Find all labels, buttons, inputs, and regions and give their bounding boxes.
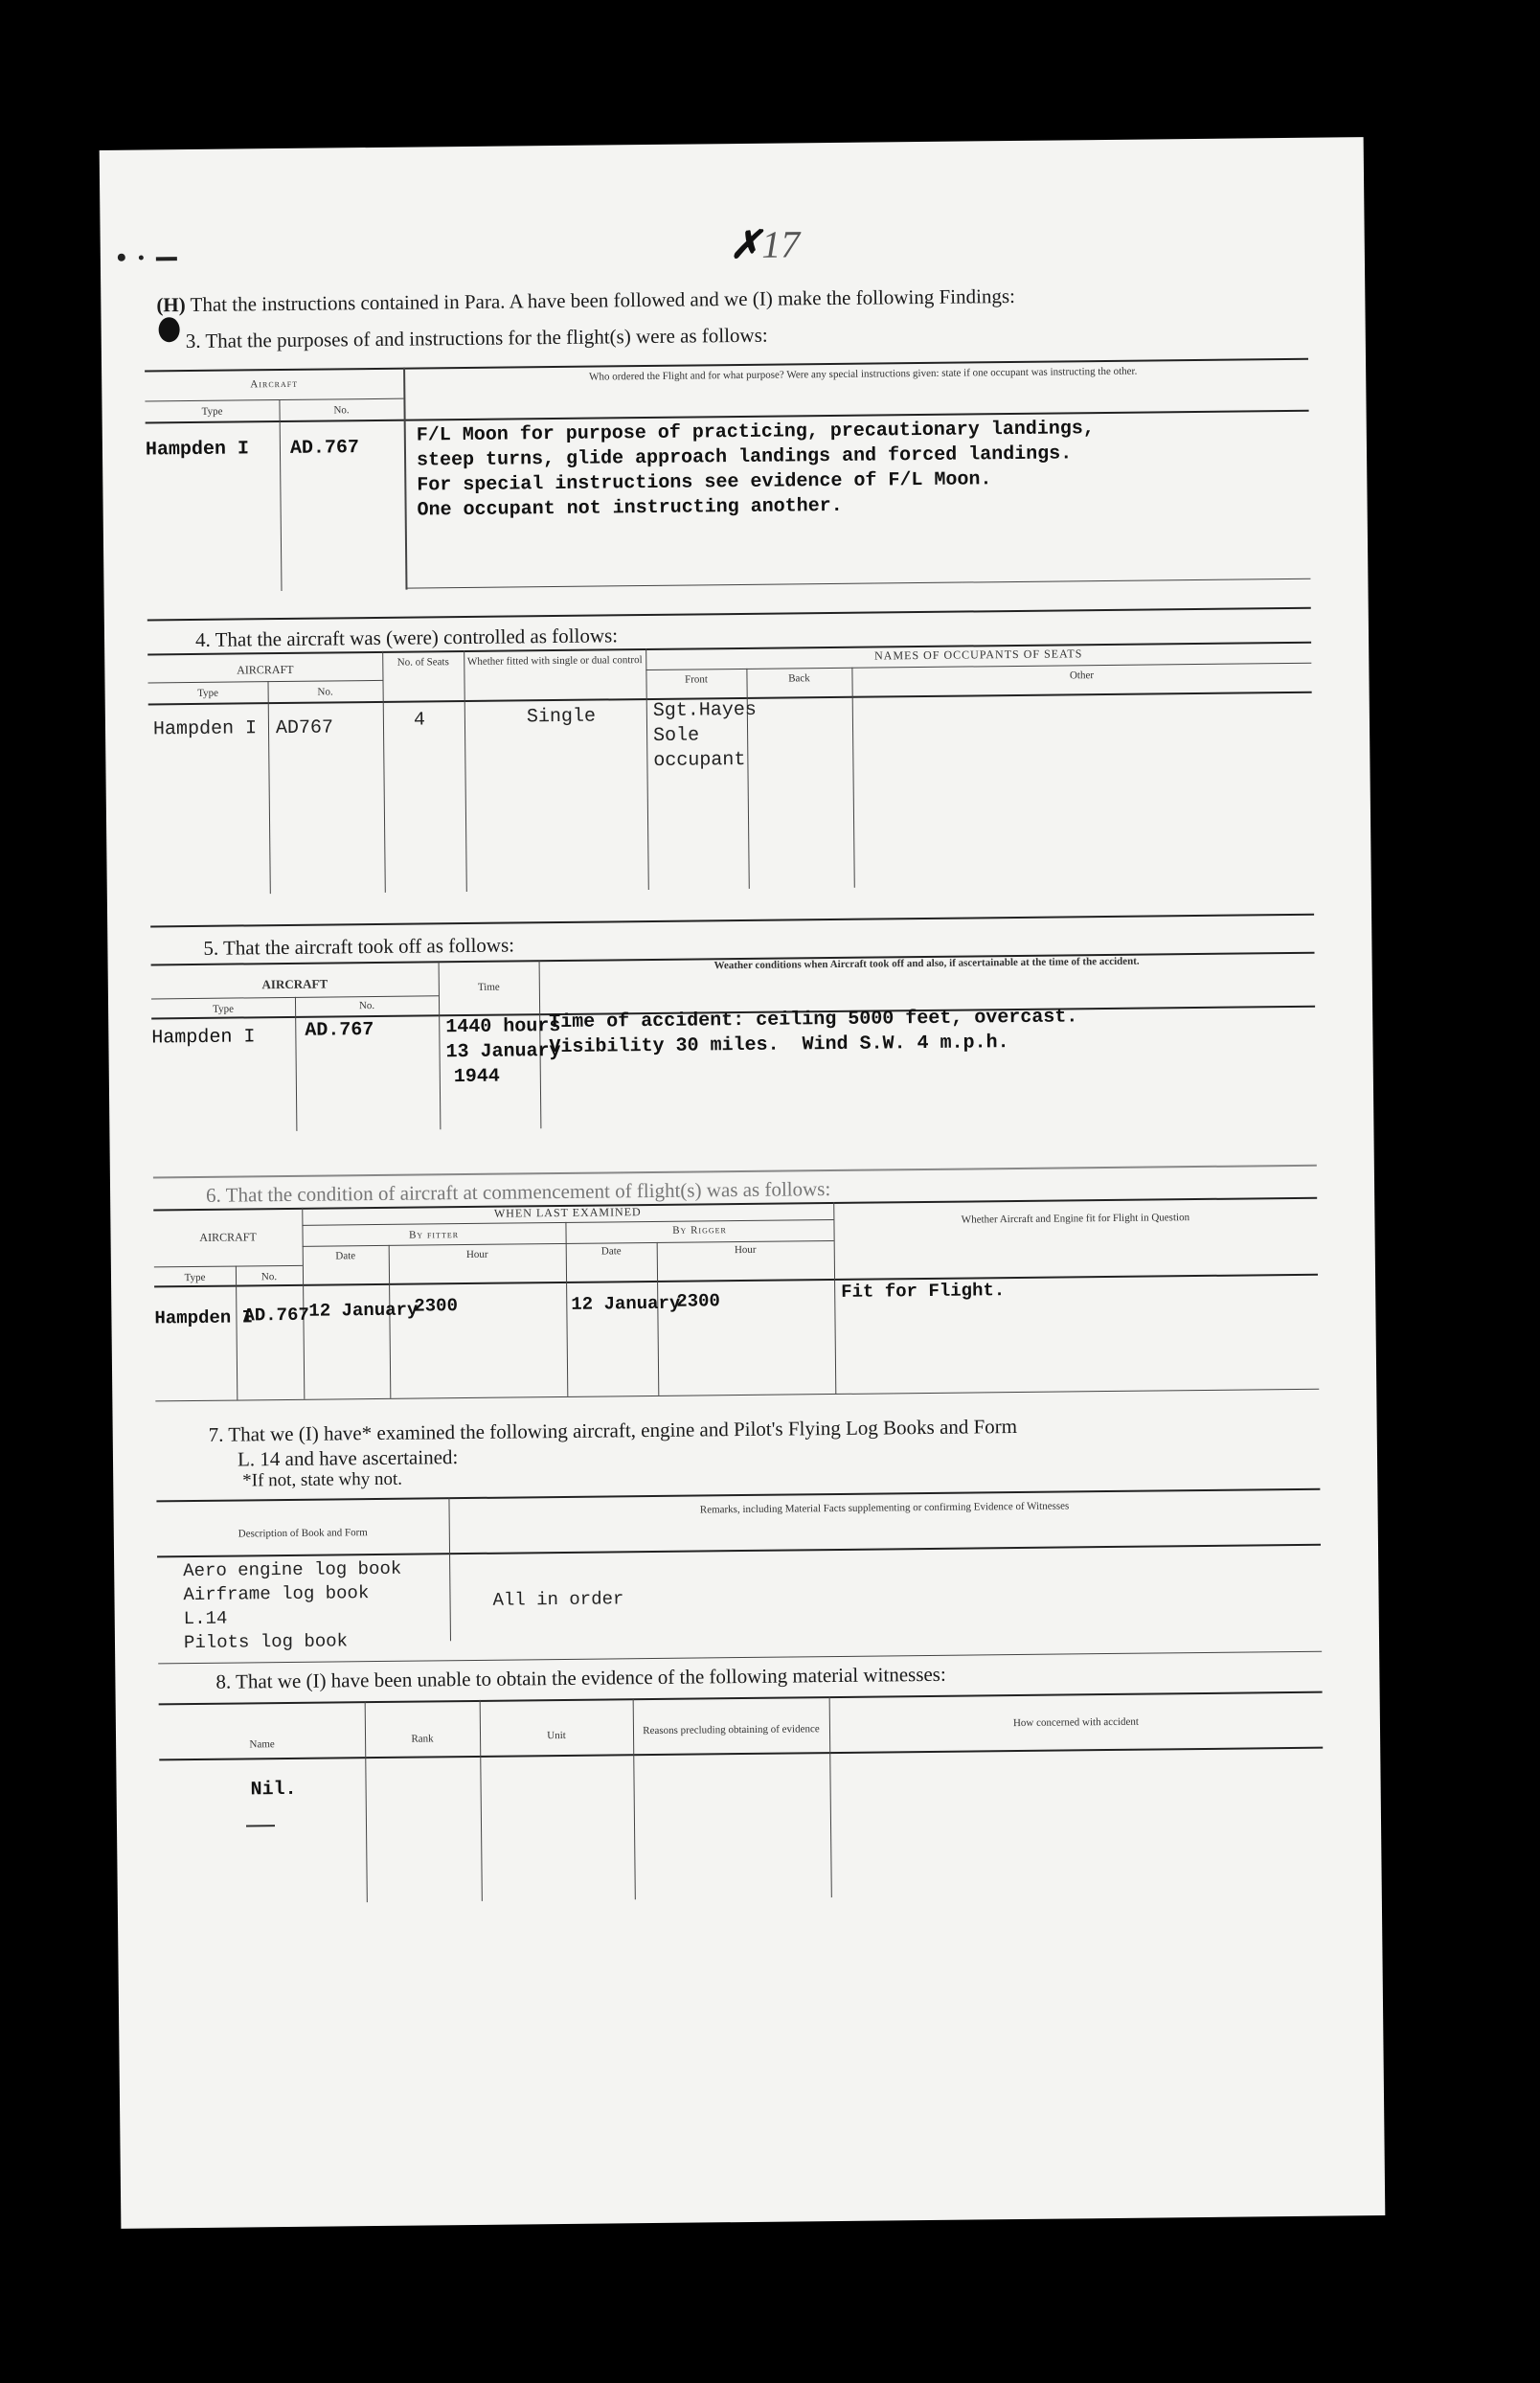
- s6-rigger-date-label: Date: [600, 1245, 622, 1258]
- s6-fitter-hour-label: Hour: [465, 1248, 488, 1261]
- s5-weather-label: Weather conditions when Aircraft took off and also, if ascertainable at the time of the accident.: [713, 955, 1140, 972]
- s8-how-label: How concerned with accident: [1012, 1715, 1139, 1730]
- s4-front-line-1: Sgt.Hayes: [652, 698, 757, 722]
- ink-blot: [159, 317, 180, 342]
- s5-weather-line-1: Time of accident: ceiling 5000 feet, overcast.: [549, 1006, 1078, 1034]
- ink-dash: [246, 1825, 275, 1827]
- s4-type: Hampden I: [152, 717, 258, 741]
- s6-type: Hampden I: [154, 1306, 254, 1329]
- s4-no-label: No.: [317, 686, 333, 698]
- rule: [159, 1691, 1323, 1706]
- rule: [147, 680, 382, 684]
- s7-remark: All in order: [492, 1588, 624, 1611]
- s6-no: AD.767: [243, 1304, 309, 1327]
- s4-no: AD767: [275, 716, 334, 740]
- rule: [154, 1271, 1318, 1288]
- rule: [145, 398, 403, 402]
- s6-aircraft-label: AIRCRAFT: [199, 1230, 257, 1244]
- s6-when-label: WHEN LAST EXAMINED: [493, 1205, 642, 1220]
- s3-purpose-line-1: F/L Moon for purpose of practicing, precautionary landings,: [416, 418, 1096, 447]
- col-divider: [851, 668, 854, 888]
- s4-type-label: Type: [197, 687, 219, 699]
- section-8-heading: 8. That we (I) have been unable to obtain the evidence of the following material witnesses:: [215, 1662, 946, 1693]
- s7-book-2: Airframe log book: [183, 1582, 370, 1606]
- s8-name-label: Name: [249, 1738, 275, 1751]
- s6-rigger-hour-label: Hour: [734, 1243, 757, 1257]
- s4-front-line-2: Sole: [652, 724, 700, 747]
- s8-reasons-label: Reasons precluding obtaining of evidence: [643, 1723, 820, 1737]
- rule: [405, 579, 1310, 589]
- handwritten-page-number: ✗17: [729, 222, 801, 267]
- s6-fit-label: Whether Aircraft and Engine fit for Flight in Question: [961, 1212, 1190, 1226]
- s4-aircraft-label: AIRCRAFT: [237, 662, 294, 677]
- col-divider: [267, 681, 270, 894]
- rule: [147, 607, 1311, 622]
- s4-seats: 4: [413, 709, 426, 732]
- s7-book-3: L.14: [183, 1607, 228, 1630]
- s6-fitter-label: By fitter: [408, 1229, 460, 1241]
- s5-type: Hampden I: [151, 1026, 256, 1050]
- rule: [154, 1265, 303, 1268]
- s8-unit-label: Unit: [547, 1729, 566, 1742]
- s7-desc-label: Description of Book and Form: [238, 1527, 368, 1540]
- s8-name: Nil.: [250, 1778, 297, 1802]
- s3-type-label: Type: [201, 405, 223, 418]
- s5-type-label: Type: [213, 1003, 235, 1015]
- s5-time-line-2: 13 January: [445, 1039, 561, 1064]
- s5-no: AD.767: [305, 1019, 374, 1042]
- s6-rigger-label: By Rigger: [672, 1224, 727, 1237]
- s6-no-label: No.: [260, 1271, 278, 1283]
- col-divider: [448, 1497, 451, 1641]
- s4-seats-label: No. of Seats: [396, 656, 449, 669]
- s7-remarks-label: Remarks, including Material Facts supplementing or confirming Evidence of Witnesses: [699, 1500, 1070, 1516]
- s5-no-label: No.: [358, 1000, 375, 1012]
- s4-control: Single: [526, 705, 597, 729]
- rule: [155, 1389, 1319, 1402]
- col-divider: [382, 651, 386, 893]
- s3-purpose-line-2: steep turns, glide approach landings and forced landings.: [416, 443, 1073, 472]
- s4-control-label: Whether fitted with single or dual control: [466, 654, 643, 668]
- s3-no: AD.767: [289, 437, 360, 460]
- col-divider: [365, 1701, 368, 1902]
- col-divider: [403, 368, 407, 590]
- s4-occupants-label: NAMES OF OCCUPANTS OF SEATS: [874, 647, 1083, 663]
- s6-fitter-date: 12 January: [308, 1299, 419, 1322]
- s3-purpose-line-3: For special instructions see evidence of F/L Moon.: [417, 468, 992, 497]
- s6-fit: Fit for Flight.: [841, 1280, 1006, 1303]
- s4-other-label: Other: [1069, 670, 1095, 682]
- s5-weather-line-2: Visibility 30 miles. Wind S.W. 4 m.p.h.: [549, 1032, 1009, 1059]
- s6-rigger-hour: 2300: [676, 1290, 721, 1312]
- ink-dot: [139, 255, 144, 260]
- ink-dash: [156, 257, 177, 261]
- section-3-heading: 3. That the purposes of and instructions for the flight(s) were as follows:: [185, 323, 768, 353]
- findings-intro: (H) That the instructions contained in Para. A have been followed and we (I) make the following Findings:: [156, 284, 1016, 317]
- s3-purpose-line-4: One occupant not instructing another.: [417, 494, 843, 522]
- s6-type-label: Type: [184, 1271, 206, 1284]
- section-6-heading: 6. That the condition of aircraft at commencement of flight(s) was as follows:: [205, 1177, 831, 1207]
- col-divider: [279, 399, 282, 591]
- s5-time-line-3: 1944: [453, 1065, 500, 1089]
- section-7-heading-line-1: 7. That we (I) have* examined the following aircraft, engine and Pilot's Flying Log Books and Form: [208, 1415, 1018, 1446]
- s7-book-4: Pilots log book: [183, 1630, 349, 1654]
- s6-rigger-date: 12 January: [571, 1292, 681, 1315]
- section-4-heading: 4. That the aircraft was (were) controlled as follows:: [194, 624, 619, 651]
- rule: [157, 1544, 1321, 1558]
- s4-front-label: Front: [685, 673, 708, 686]
- rule: [153, 1165, 1317, 1179]
- ink-dot: [118, 254, 125, 261]
- document-page: [100, 137, 1386, 2229]
- rule: [150, 914, 1314, 928]
- s3-no-label: No.: [333, 404, 350, 417]
- col-divider: [657, 1242, 660, 1396]
- col-divider: [464, 650, 467, 892]
- s6-fitter-date-label: Date: [335, 1250, 356, 1262]
- s5-aircraft-label: AIRCRAFT: [261, 976, 328, 992]
- s3-type: Hampden I: [145, 438, 250, 462]
- s4-back-label: Back: [788, 672, 810, 685]
- col-divider: [833, 1202, 836, 1394]
- s6-fitter-hour: 2300: [414, 1295, 459, 1317]
- s7-book-1: Aero engine log book: [183, 1557, 402, 1582]
- section-7-heading-line-3: *If not, state why not.: [242, 1468, 403, 1491]
- section-5-heading: 5. That the aircraft took off as follows:: [203, 933, 515, 960]
- s3-aircraft-label: Aircraft: [250, 377, 299, 391]
- s5-time-label: Time: [477, 981, 500, 993]
- s3-purpose-header: Who ordered the Flight and for what purpose? Were any special instructions given: state if one occupant was instructing the other.: [588, 365, 1138, 383]
- s5-time-line-1: 1440 hours: [445, 1014, 561, 1039]
- s8-rank-label: Rank: [411, 1733, 434, 1745]
- section-7-heading-line-2: L. 14 and have ascertained:: [237, 1445, 459, 1471]
- s4-front-line-3: occupant: [653, 748, 746, 772]
